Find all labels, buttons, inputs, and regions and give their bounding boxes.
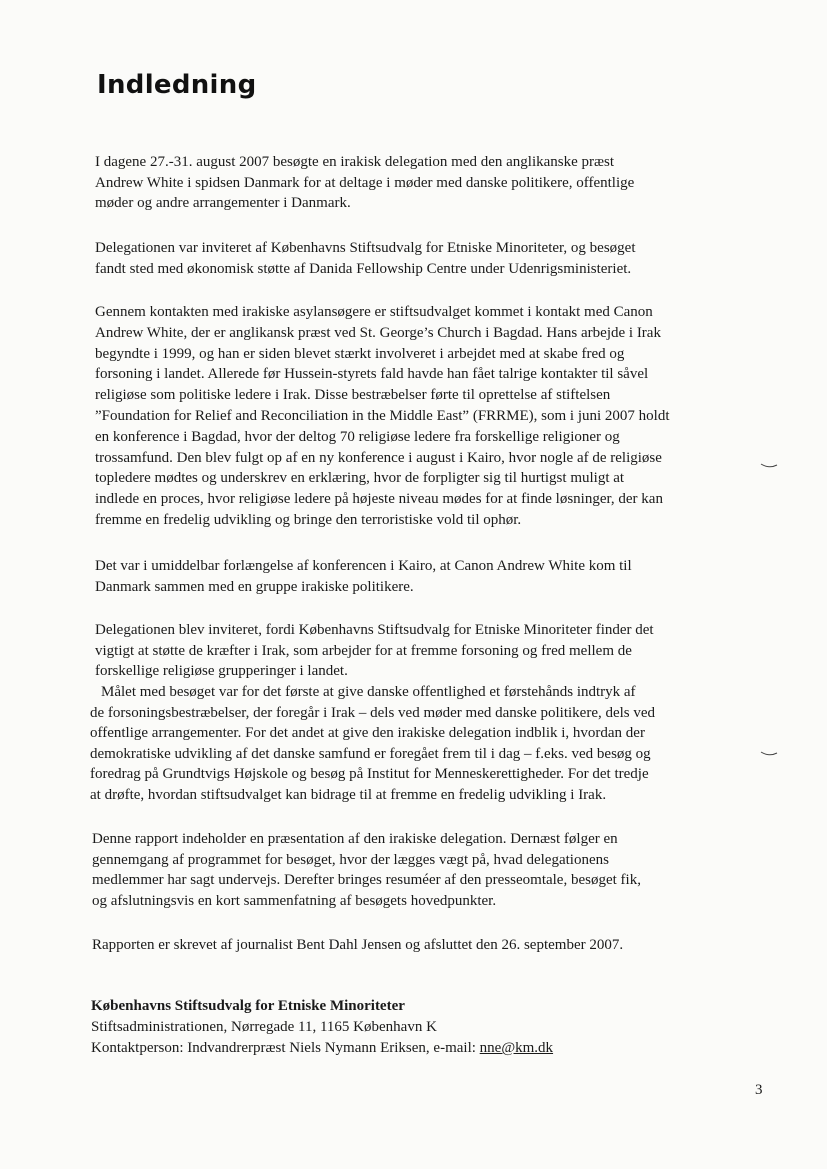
contact-line (91, 1038, 553, 1059)
text-line: forsoning i landet. Allerede før Hussein-styrets fald havde han fået talrige kontakter til såvel (95, 366, 649, 383)
text-line: fremme en fredelig udvikling og bringe den terroristiske vold til ophør. (95, 511, 522, 528)
paragraph-goals (90, 682, 770, 806)
text-line: Målet med besøget var for det første at give danske offentlighed et førstehånds indtryk af (101, 684, 636, 700)
text-line: møder og andre arrangementer i Danmark. (95, 195, 351, 212)
text-line: gennemgang af programmet for besøget, hvor der lægges vægt på, hvad delegationens (92, 851, 609, 868)
paragraph-reason (95, 620, 775, 682)
text-line: fandt sted med økonomisk støtte af Danida Fellowship Centre under Udenrigsministeriet. (95, 260, 632, 277)
text-line: Rapporten er skrevet af journalist Bent Dahl Jensen og afsluttet den 26. september 2007. (92, 937, 624, 953)
scan-mark-icon (760, 462, 778, 470)
text-line: trossamfund. Den blev fulgt op af en ny konference i august i Kairo, hvor nogle af de religiøse (95, 449, 662, 466)
text-line: og afslutningsvis en kort sammenfatning af besøgets hovedpunkter. (92, 892, 497, 909)
email-link[interactable]: nne@km.dk (479, 1040, 554, 1056)
text-line: forskellige religiøse grupperinger i landet. (95, 663, 348, 680)
text-line: Andrew White i spidsen Danmark for at deltage i møder med danske politikere, offentlige (95, 174, 635, 191)
paragraph-intro (95, 152, 775, 214)
organization-address: Stiftsadministrationen, Nørregade 11, 1165 København K (91, 1019, 437, 1035)
text-line: de forsoningsbestræbelser, der foregår i Irak – dels ved møder med danske politikere, dels ved (90, 704, 656, 721)
paragraph-invitation (95, 238, 775, 279)
paragraph-author (92, 935, 772, 956)
text-line: Gennem kontakten med irakiske asylansøgere er stiftsudvalget kommet i kontakt med Canon (95, 304, 653, 320)
text-line: I dagene 27.-31. august 2007 besøgte en irakisk delegation med den anglikanske præst (95, 154, 615, 170)
text-line: ”Foundation for Relief and Reconciliation in the Middle East” (FRRME), som i juni 2007 holdt (95, 407, 670, 424)
text-line: Danmark sammen med en gruppe irakiske politikere. (95, 578, 414, 595)
text-line: religiøse som politiske ledere i Irak. Disse bestræbelser førte til oprettelse af stiftelsen (95, 387, 611, 404)
text-line: Denne rapport indeholder en præsentation af den irakiske delegation. Dernæst følger en (92, 831, 618, 847)
scan-mark-icon (760, 750, 778, 758)
organization-block (91, 996, 553, 1059)
paragraph-kairo (95, 556, 775, 597)
organization-name: Københavns Stiftsudvalg for Etniske Minoriteter (91, 998, 405, 1014)
paragraph-report-contents (92, 829, 772, 911)
text-line: Delegationen var inviteret af Københavns Stiftsudvalg for Etniske Minoriteter, og besøget (95, 240, 636, 256)
text-line: medlemmer har sagt undervejs. Derefter bringes resuméer af den presseomtale, besøget fik, (92, 872, 641, 889)
text-line: vigtigt at støtte de kræfter i Irak, som arbejder for at fremme forsoning og fred mellem de (95, 642, 632, 659)
text-line: Andrew White, der er anglikansk præst ved St. George’s Church i Bagdad. Hans arbejde i Irak (95, 324, 661, 341)
text-line: Det var i umiddelbar forlængelse af konferencen i Kairo, at Canon Andrew White kom til (95, 558, 632, 574)
text-line: offentlige arrangementer. For det andet at give den irakiske delegation indblik i, hvordan der (90, 725, 645, 742)
text-line: demokratiske udvikling af det danske samfund er foregået frem til i dag – f.eks. ved besøg og (90, 745, 651, 762)
text-line: Delegationen blev inviteret, fordi Københavns Stiftsudvalg for Etniske Minoriteter finder det (95, 622, 654, 638)
text-line: topledere mødtes og underskrev en erklæring, hvor de forpligter sig til hurtigst muligt at (95, 470, 625, 487)
text-line: begyndte i 1999, og han er siden blevet stærkt involveret i arbejdet med at skabe fred og (95, 345, 625, 362)
text-line: at drøfte, hvordan stiftsudvalget kan bidrage til at fremme en fredelig udvikling i Irak. (90, 786, 607, 803)
text-line: indlede en proces, hvor religiøse ledere på højeste niveau mødes for at finde løsninger, der kan (95, 491, 663, 508)
text-line: en konference i Bagdad, hvor der deltog 70 religiøse ledere fra forskellige religioner og (95, 428, 620, 445)
paragraph-background (95, 302, 775, 531)
text-line: foredrag på Grundtvigs Højskole og besøg på Institut for Menneskerettigheder. For det tredje (90, 766, 649, 783)
contact-person: Kontaktperson: Indvandrerpræst Niels Nymann Eriksen, e-mail: (91, 1040, 480, 1056)
page-number: 3 (755, 1082, 763, 1098)
page-title: Indledning (97, 70, 257, 100)
